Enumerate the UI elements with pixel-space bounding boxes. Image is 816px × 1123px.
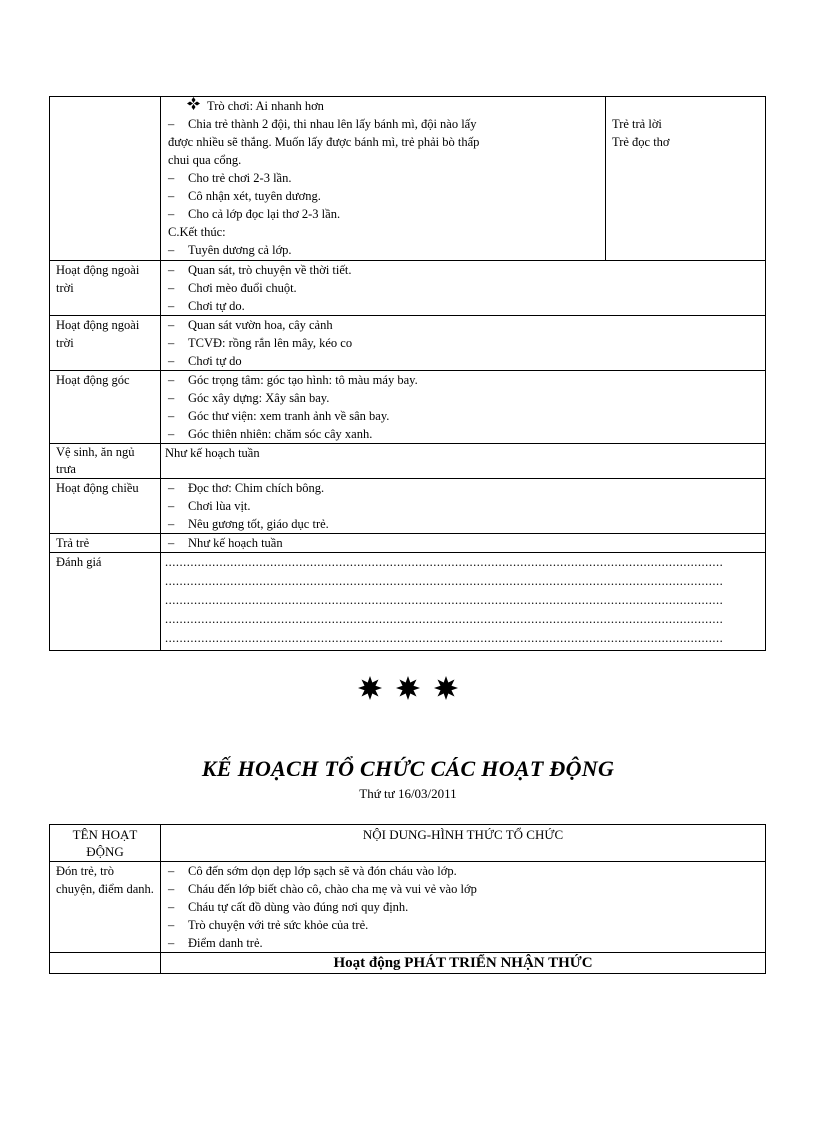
empty-label-cell: [50, 953, 161, 974]
activity-plan-table-continued: [49, 96, 766, 651]
list-item: – Cô đến sớm dọn dẹp lớp sạch sẽ và đón cháu vào lớp.: [165, 862, 761, 880]
page-date: Thứ tư 16/03/2011: [359, 786, 457, 801]
list-item: – Góc trọng tâm: góc tạo hình: tô màu máy bay.: [165, 371, 761, 389]
activity-content: [161, 534, 766, 553]
conclusion-heading: C.Kết thúc:: [168, 225, 226, 239]
table-row: [50, 261, 766, 316]
section-separator: [0, 676, 816, 705]
list-item: – Trò chuyện với trẻ sức khỏe của trẻ.: [165, 916, 761, 934]
diamond-bullet-icon: [187, 97, 201, 115]
list-item: – Góc thiên nhiên: chăm sóc cây xanh.: [165, 425, 761, 443]
game-rule-line: chui qua cổng.: [168, 153, 242, 167]
activity-content: [161, 862, 766, 953]
list-item: – Tuyên dương cả lớp.: [165, 241, 601, 259]
evaluation-label: Đánh giá: [50, 553, 161, 651]
activity-plan-table: [49, 824, 766, 974]
list-item: – Nêu gương tốt, giáo dục trẻ.: [165, 515, 761, 533]
table-row: [50, 534, 766, 553]
game-title-line: [165, 97, 601, 115]
list-item: – Điểm danh trẻ.: [165, 934, 761, 952]
star-icon: [358, 676, 382, 700]
activity-label: Hoạt động góc: [50, 371, 161, 444]
list-item: – Như kế hoạch tuần: [165, 534, 761, 552]
activity-label: Vệ sinh, ăn ngủ trưa: [50, 444, 161, 479]
table-row: [50, 479, 766, 534]
activity-label: Hoạt động chiều: [50, 479, 161, 534]
list-item: – Cháu tự cất đồ dùng vào đúng nơi quy định.: [165, 898, 761, 916]
star-icon: [396, 676, 420, 700]
page-title: KẾ HOẠCH TỔ CHỨC CÁC HOẠT ĐỘNG: [201, 756, 615, 781]
game-rule-line: được nhiều sẽ thắng. Muốn lấy được bánh mì, trẻ phải bò thấp: [168, 135, 480, 149]
evaluation-dot-line: ..........................................................................................................................................................: [165, 593, 724, 607]
list-item: – Cô nhận xét, tuyên dương.: [165, 187, 601, 205]
evaluation-dot-line: ..........................................................................................................................................................: [165, 631, 724, 645]
list-item: – Đọc thơ: Chim chích bông.: [165, 479, 761, 497]
list-item: – Góc xây dựng: Xây sân bay.: [165, 389, 761, 407]
activity-content: [161, 479, 766, 534]
list-item: – Chơi tự do: [165, 352, 761, 370]
star-icon: [434, 676, 458, 700]
evaluation-dot-line: ..........................................................................................................................................................: [165, 574, 724, 588]
evaluation-content: [161, 553, 766, 651]
activity-content: [161, 371, 766, 444]
column-header-activity: TÊN HOẠT ĐỘNG: [50, 825, 161, 862]
list-item: – Cho cả lớp đọc lại thơ 2-3 lần.: [165, 205, 601, 223]
table-row: [50, 371, 766, 444]
list-item: – Chơi mèo đuổi chuột.: [165, 279, 761, 297]
activity-content: [161, 316, 766, 371]
activity-label: Trả trẻ: [50, 534, 161, 553]
section-heading: Hoạt động PHÁT TRIỂN NHẬN THỨC: [161, 953, 766, 974]
table-header-row: [50, 825, 766, 862]
activity-label: Hoạt động ngoài trời: [50, 261, 161, 316]
table-row: [50, 553, 766, 651]
table-row: [50, 862, 766, 953]
game-content-cell: [161, 97, 606, 261]
plan-text: Như kế hoạch tuần: [165, 446, 260, 460]
table-row: [50, 97, 766, 261]
empty-label-cell: [50, 97, 161, 261]
list-item: – TCVĐ: rồng rắn lên mây, kéo co: [165, 334, 761, 352]
note-line: Trẻ trả lời: [612, 117, 662, 131]
column-header-content: NỘI DUNG-HÌNH THỨC TỔ CHỨC: [161, 825, 766, 862]
activity-content: [161, 444, 766, 479]
list-item: – Chơi tự do.: [165, 297, 761, 315]
table-row: [50, 444, 766, 479]
table-row: [50, 316, 766, 371]
list-item: – Quan sát vườn hoa, cây cảnh: [165, 316, 761, 334]
child-activity-note-cell: [606, 97, 766, 261]
game-title: Trò chơi: Ai nhanh hơn: [207, 99, 324, 113]
evaluation-dot-line: ..........................................................................................................................................................: [165, 555, 724, 569]
list-item: – Cho trẻ chơi 2-3 lần.: [165, 169, 601, 187]
list-item: – Chơi lùa vịt.: [165, 497, 761, 515]
activity-content: [161, 261, 766, 316]
activity-label: Đón trẻ, trò chuyện, điểm danh.: [50, 862, 161, 953]
list-item: – Góc thư viện: xem tranh ảnh về sân bay.: [165, 407, 761, 425]
list-item: – Quan sát, trò chuyện về thời tiết.: [165, 261, 761, 279]
list-item: – Cháu đến lớp biết chào cô, chào cha mẹ và vui vẻ vào lớp: [165, 880, 761, 898]
game-rule-line: – Chia trẻ thành 2 đội, thi nhau lên lấy bánh mì, đội nào lấy: [165, 115, 601, 133]
evaluation-dot-line: ..........................................................................................................................................................: [165, 612, 724, 626]
note-line: Trẻ đọc thơ: [612, 135, 670, 149]
table-row: [50, 953, 766, 974]
activity-label: Hoạt động ngoài trời: [50, 316, 161, 371]
